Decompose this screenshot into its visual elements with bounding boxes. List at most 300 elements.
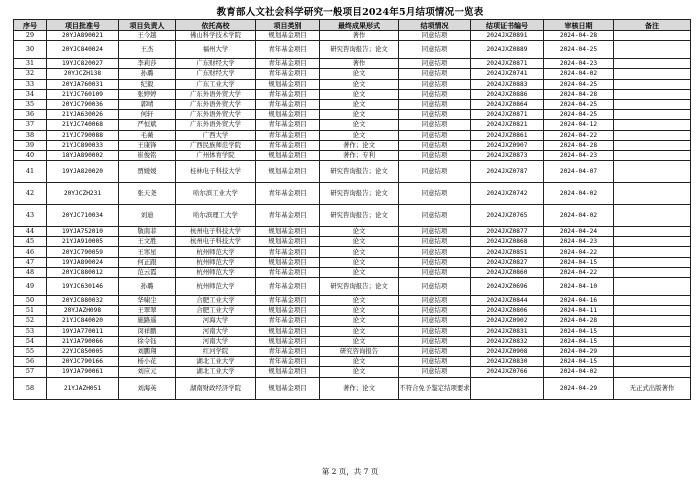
table-row: [14, 296, 691, 306]
cell-remarks: [614, 110, 691, 120]
table-row: [14, 140, 691, 150]
cell-category: 青年基金项目: [256, 267, 320, 277]
cell-university: 广东外语外贸大学: [176, 89, 256, 99]
cell-remarks: [614, 59, 691, 69]
cell-approval-no: 18YJA890002: [47, 150, 119, 160]
cell-index: 44: [14, 227, 47, 237]
cell-approval-no: 20YJA760031: [47, 79, 119, 89]
cell-index: 41: [14, 161, 47, 183]
cell-category: 青年基金项目: [256, 316, 320, 326]
cell-result-form: 著作: [320, 59, 399, 69]
cell-category: 青年基金项目: [256, 296, 320, 306]
cell-status: 同意结项: [399, 59, 471, 69]
cell-university: 杭州师范大学: [176, 247, 256, 257]
cell-status: 同意结项: [399, 120, 471, 130]
cell-review-date: 2024-04-28: [544, 31, 614, 41]
cell-university: 广西大学: [176, 130, 256, 140]
cell-result-form: 研究咨询报告；论文: [320, 183, 399, 205]
cell-certificate-no: 2024JXZ0883: [471, 79, 544, 89]
cell-index: 49: [14, 278, 47, 296]
cell-status: 同意结项: [399, 278, 471, 296]
header-review-date: 审核日期: [544, 20, 614, 31]
cell-approval-no: 20YJC710034: [47, 205, 119, 227]
cell-status: 同意结项: [399, 205, 471, 227]
cell-approval-no: 21YJA630026: [47, 110, 119, 120]
cell-status: 同意结项: [399, 306, 471, 316]
cell-remarks: [614, 257, 691, 267]
cell-university: 广东外语外贸大学: [176, 99, 256, 109]
cell-remarks: [614, 41, 691, 59]
cell-category: 青年基金项目: [256, 278, 320, 296]
cell-category: 青年基金项目: [256, 357, 320, 367]
cell-review-date: 2024-04-12: [544, 120, 614, 130]
cell-category: 规划基金项目: [256, 31, 320, 41]
cell-university: 湖北工业大学: [176, 357, 256, 367]
cell-status: 同意结项: [399, 183, 471, 205]
cell-remarks: [614, 306, 691, 316]
header-leader: 项目负责人: [119, 20, 176, 31]
cell-certificate-no: 2024JXZ0877: [471, 227, 544, 237]
cell-approval-no: 20YJC790036: [47, 99, 119, 109]
cell-status: 同意结项: [399, 79, 471, 89]
table-row: [14, 357, 691, 367]
cell-status: 同意结项: [399, 326, 471, 336]
cell-university: 哈尔滨工业大学: [176, 183, 256, 205]
cell-result-form: 研究咨询报告；论文: [320, 278, 399, 296]
cell-category: 青年基金项目: [256, 99, 320, 109]
cell-category: 青年基金项目: [256, 140, 320, 150]
cell-certificate-no: 2024JXZ0830: [471, 357, 544, 367]
cell-remarks: [614, 205, 691, 227]
table-row: [14, 377, 691, 399]
cell-approval-no: 20YJC790059: [47, 247, 119, 257]
cell-remarks: 无正式出版著作: [614, 377, 691, 399]
cell-review-date: 2024-04-25: [544, 41, 614, 59]
cell-result-form: 著作；论文: [320, 140, 399, 150]
cell-leader: 崔俊铭: [119, 150, 176, 160]
cell-approval-no: 20YJA890021: [47, 31, 119, 41]
cell-index: 38: [14, 130, 47, 140]
cell-index: 29: [14, 31, 47, 41]
cell-leader: 何正跟: [119, 257, 176, 267]
cell-result-form: 著作: [320, 31, 399, 41]
cell-university: 杭州师范大学: [176, 257, 256, 267]
cell-review-date: 2024-04-28: [544, 316, 614, 326]
cell-certificate-no: 2024JXZ0907: [471, 140, 544, 150]
cell-certificate-no: 2024JXZ0831: [471, 326, 544, 336]
cell-result-form: 论文: [320, 247, 399, 257]
cell-leader: 王寒星: [119, 247, 176, 257]
cell-index: 32: [14, 69, 47, 79]
cell-result-form: 著作；专利: [320, 150, 399, 160]
cell-certificate-no: 2024JXZ0742: [471, 183, 544, 205]
cell-status: 同意结项: [399, 161, 471, 183]
cell-certificate-no: 2024JXZ0741: [471, 69, 544, 79]
cell-status: 同意结项: [399, 296, 471, 306]
table-row: [14, 326, 691, 336]
cell-leader: 纪毅: [119, 79, 176, 89]
cell-review-date: 2024-04-28: [544, 89, 614, 99]
cell-status: 同意结项: [399, 140, 471, 150]
table-row: [14, 31, 691, 41]
cell-university: 哈尔滨理工大学: [176, 205, 256, 227]
cell-review-date: 2024-04-22: [544, 130, 614, 140]
cell-result-form: 研究咨询报告: [320, 346, 399, 356]
cell-certificate-no: 2024JXZ0886: [471, 89, 544, 99]
cell-certificate-no: 2024JXZ0889: [471, 41, 544, 59]
cell-category: 规划基金项目: [256, 336, 320, 346]
cell-approval-no: 20YJC840024: [47, 41, 119, 59]
cell-index: 56: [14, 357, 47, 367]
cell-leader: 范云霞: [119, 267, 176, 277]
cell-university: 佛山科学技术学院: [176, 31, 256, 41]
cell-approval-no: 20YJCZH138: [47, 69, 119, 79]
cell-index: 30: [14, 41, 47, 59]
cell-certificate-no: 2024JXZ0821: [471, 120, 544, 130]
cell-index: 34: [14, 89, 47, 99]
cell-leader: 施路遥: [119, 316, 176, 326]
cell-certificate-no: 2024JXZ0851: [471, 247, 544, 257]
cell-certificate-no: 2024JXZ0908: [471, 346, 544, 356]
cell-remarks: [614, 140, 691, 150]
cell-university: 红河学院: [176, 346, 256, 356]
cell-review-date: 2024-04-23: [544, 150, 614, 160]
cell-certificate-no: 2024JXZ0873: [471, 150, 544, 160]
cell-certificate-no: 2024JXZ0891: [471, 31, 544, 41]
cell-approval-no: 19YJA790061: [47, 367, 119, 377]
cell-remarks: [614, 130, 691, 140]
cell-university: 桂林电子科技大学: [176, 161, 256, 183]
cell-review-date: 2024-04-24: [544, 227, 614, 237]
cell-approval-no: 20YJAZH098: [47, 306, 119, 316]
cell-category: 青年基金项目: [256, 247, 320, 257]
cell-category: 青年基金项目: [256, 205, 320, 227]
cell-review-date: 2024-04-25: [544, 79, 614, 89]
cell-university: 杭州电子科技大学: [176, 237, 256, 247]
cell-remarks: [614, 150, 691, 160]
cell-category: 规划基金项目: [256, 150, 320, 160]
cell-leader: 严恒斌: [119, 120, 176, 130]
cell-category: 规划基金项目: [256, 110, 320, 120]
cell-index: 43: [14, 205, 47, 227]
cell-remarks: [614, 120, 691, 130]
cell-review-date: 2024-04-02: [544, 367, 614, 377]
cell-leader: 刘应元: [119, 367, 176, 377]
cell-index: 39: [14, 140, 47, 150]
header-category: 项目类别: [256, 20, 320, 31]
cell-index: 42: [14, 183, 47, 205]
cell-review-date: 2024-04-23: [544, 237, 614, 247]
cell-remarks: [614, 357, 691, 367]
cell-leader: 何轩: [119, 110, 176, 120]
cell-university: 河海大学: [176, 316, 256, 326]
cell-university: 广东财经大学: [176, 69, 256, 79]
cell-review-date: 2024-04-22: [544, 267, 614, 277]
cell-university: 福州大学: [176, 41, 256, 59]
cell-result-form: 论文: [320, 367, 399, 377]
cell-approval-no: 21YJC740068: [47, 120, 119, 130]
cell-certificate-no: 2024JXZ0696: [471, 278, 544, 296]
cell-certificate-no: 2024JXZ0765: [471, 205, 544, 227]
table-row: [14, 237, 691, 247]
cell-remarks: [614, 346, 691, 356]
cell-university: 广东外语外贸大学: [176, 110, 256, 120]
header-approval-no: 项目批准号: [47, 20, 119, 31]
cell-review-date: 2024-04-29: [544, 377, 614, 399]
table-row: [14, 336, 691, 346]
cell-review-date: 2024-04-02: [544, 69, 614, 79]
cell-remarks: [614, 316, 691, 326]
cell-status: 同意结项: [399, 267, 471, 277]
cell-remarks: [614, 237, 691, 247]
cell-review-date: 2024-04-16: [544, 296, 614, 306]
cell-remarks: [614, 336, 691, 346]
cell-status: 同意结项: [399, 150, 471, 160]
cell-leader: 王康锋: [119, 140, 176, 150]
cell-category: 规划基金项目: [256, 161, 320, 183]
cell-leader: 杨小花: [119, 357, 176, 367]
table-row: [14, 247, 691, 257]
cell-index: 35: [14, 99, 47, 109]
header-status: 结项情况: [399, 20, 471, 31]
cell-status: 同意结项: [399, 316, 471, 326]
cell-certificate-no: 2024JXZ0860: [471, 267, 544, 277]
cell-certificate-no: 2024JXZ0827: [471, 257, 544, 267]
cell-result-form: 论文: [320, 110, 399, 120]
cell-approval-no: 20YJC880012: [47, 267, 119, 277]
cell-category: 规划基金项目: [256, 367, 320, 377]
cell-university: 广东外语外贸大学: [176, 120, 256, 130]
cell-remarks: [614, 278, 691, 296]
cell-status: 同意结项: [399, 31, 471, 41]
cell-remarks: [614, 89, 691, 99]
table-row: [14, 257, 691, 267]
cell-approval-no: 19YJA820020: [47, 161, 119, 183]
table-row: [14, 150, 691, 160]
table-row: [14, 267, 691, 277]
table-row: [14, 99, 691, 109]
cell-university: 杭州师范大学: [176, 278, 256, 296]
table-row: [14, 346, 691, 356]
table-row: [14, 227, 691, 237]
cell-university: 湖南财政经济学院: [176, 377, 256, 399]
cell-result-form: 论文: [320, 257, 399, 267]
cell-result-form: 研究咨询报告；论文: [320, 205, 399, 227]
header-university: 依托高校: [176, 20, 256, 31]
cell-result-form: 论文: [320, 120, 399, 130]
cell-leader: 闵祥鹏: [119, 326, 176, 336]
cell-remarks: [614, 227, 691, 237]
cell-result-form: 论文: [320, 79, 399, 89]
cell-leader: 王翠翠: [119, 306, 176, 316]
cell-result-form: 论文: [320, 227, 399, 237]
cell-leader: 王文胜: [119, 237, 176, 247]
cell-index: 33: [14, 79, 47, 89]
cell-certificate-no: 2024JXZ0861: [471, 130, 544, 140]
cell-result-form: 论文: [320, 89, 399, 99]
cell-leader: 孙璐: [119, 69, 176, 79]
cell-leader: 华啸尘: [119, 296, 176, 306]
cell-status: 同意结项: [399, 257, 471, 267]
cell-category: 规划基金项目: [256, 237, 320, 247]
cell-status: 同意结项: [399, 247, 471, 257]
cell-approval-no: 19YJC820027: [47, 59, 119, 69]
cell-leader: 刘迪: [119, 205, 176, 227]
cell-category: 青年基金项目: [256, 120, 320, 130]
cell-result-form: 研究咨询报告；论文: [320, 41, 399, 59]
cell-certificate-no: 2024JXZ0871: [471, 59, 544, 69]
cell-index: 54: [14, 336, 47, 346]
cell-result-form: 论文: [320, 357, 399, 367]
cell-approval-no: 19YJC630146: [47, 278, 119, 296]
table-row: [14, 367, 691, 377]
cell-certificate-no: 2024JXZ0832: [471, 336, 544, 346]
cell-certificate-no: 2024JXZ0902: [471, 316, 544, 326]
cell-remarks: [614, 31, 691, 41]
cell-category: 规划基金项目: [256, 326, 320, 336]
cell-index: 36: [14, 110, 47, 120]
cell-review-date: 2024-04-10: [544, 278, 614, 296]
cell-leader: 李莉莎: [119, 59, 176, 69]
cell-result-form: 论文: [320, 296, 399, 306]
cell-status: 同意结项: [399, 336, 471, 346]
cell-result-form: 研究咨询报告；论文: [320, 161, 399, 183]
table-row: [14, 69, 691, 79]
cell-remarks: [614, 69, 691, 79]
cell-result-form: 论文: [320, 267, 399, 277]
cell-leader: 敬南菲: [119, 227, 176, 237]
cell-index: 52: [14, 316, 47, 326]
cell-certificate-no: 2024JXZ0871: [471, 110, 544, 120]
table-row: [14, 59, 691, 69]
cell-leader: 王杰: [119, 41, 176, 59]
cell-university: 广西民族师范学院: [176, 140, 256, 150]
cell-category: 青年基金项目: [256, 59, 320, 69]
cell-university: 杭州电子科技大学: [176, 227, 256, 237]
cell-university: 杭州师范大学: [176, 267, 256, 277]
cell-review-date: 2024-04-29: [544, 346, 614, 356]
cell-leader: 张婷婷: [119, 89, 176, 99]
cell-review-date: 2024-04-02: [544, 205, 614, 227]
cell-remarks: [614, 161, 691, 183]
cell-approval-no: 21YJA790066: [47, 336, 119, 346]
cell-university: 广东工业大学: [176, 79, 256, 89]
cell-result-form: 论文: [320, 69, 399, 79]
cell-remarks: [614, 296, 691, 306]
cell-index: 53: [14, 326, 47, 336]
cell-certificate-no: 2024JXZ0844: [471, 296, 544, 306]
cell-result-form: 论文: [320, 99, 399, 109]
cell-index: 50: [14, 296, 47, 306]
cell-category: 规划基金项目: [256, 257, 320, 267]
table-header-row: [14, 20, 691, 31]
cell-certificate-no: [471, 377, 544, 399]
cell-review-date: 2024-04-15: [544, 257, 614, 267]
header-certificate-no: 结项证书编号: [471, 20, 544, 31]
cell-status: 同意结项: [399, 367, 471, 377]
cell-review-date: 2024-04-15: [544, 336, 614, 346]
cell-approval-no: 22YJC850005: [47, 346, 119, 356]
table-row: [14, 120, 691, 130]
cell-approval-no: 21YJA910005: [47, 237, 119, 247]
cell-status: 同意结项: [399, 130, 471, 140]
cell-result-form: 论文: [320, 326, 399, 336]
cell-review-date: 2024-04-23: [544, 59, 614, 69]
cell-index: 47: [14, 257, 47, 267]
cell-certificate-no: 2024JXZ0868: [471, 237, 544, 247]
table-row: [14, 205, 691, 227]
cell-status: 同意结项: [399, 89, 471, 99]
cell-review-date: 2024-04-28: [544, 140, 614, 150]
cell-result-form: 论文: [320, 316, 399, 326]
cell-index: 51: [14, 306, 47, 316]
cell-leader: 郭晴: [119, 99, 176, 109]
cell-category: 青年基金项目: [256, 41, 320, 59]
cell-leader: 刘海英: [119, 377, 176, 399]
cell-index: 37: [14, 120, 47, 130]
cell-review-date: 2024-04-15: [544, 357, 614, 367]
cell-remarks: [614, 79, 691, 89]
cell-approval-no: 19YJA890024: [47, 257, 119, 267]
cell-result-form: 著作；论文: [320, 377, 399, 399]
table-row: [14, 41, 691, 59]
cell-approval-no: 20YJCZH231: [47, 183, 119, 205]
cell-category: 规划基金项目: [256, 377, 320, 399]
cell-status: 同意结项: [399, 237, 471, 247]
cell-review-date: 2024-04-02: [544, 183, 614, 205]
cell-status: 同意结项: [399, 69, 471, 79]
cell-index: 46: [14, 247, 47, 257]
cell-approval-no: 21YJC840020: [47, 316, 119, 326]
cell-remarks: [614, 267, 691, 277]
table-row: [14, 110, 691, 120]
cell-status: 不符合免予鉴定结项要求: [399, 377, 471, 399]
cell-status: 同意结项: [399, 346, 471, 356]
projects-table: [13, 19, 691, 400]
cell-index: 55: [14, 346, 47, 356]
table-row: [14, 89, 691, 99]
table-row: [14, 278, 691, 296]
cell-leader: 毛薇: [119, 130, 176, 140]
cell-review-date: 2024-04-25: [544, 110, 614, 120]
table-row: [14, 183, 691, 205]
cell-leader: 王今越: [119, 31, 176, 41]
cell-review-date: 2024-04-11: [544, 306, 614, 316]
cell-review-date: 2024-04-25: [544, 99, 614, 109]
cell-category: 青年基金项目: [256, 130, 320, 140]
cell-index: 31: [14, 59, 47, 69]
cell-university: 广州体育学院: [176, 150, 256, 160]
cell-approval-no: 21YJC890033: [47, 140, 119, 150]
cell-category: 规划基金项目: [256, 227, 320, 237]
cell-status: 同意结项: [399, 227, 471, 237]
cell-leader: 贾媛媛: [119, 161, 176, 183]
page-footer: 第 2 页，共 7 页: [321, 467, 379, 476]
cell-university: 河南大学: [176, 336, 256, 346]
header-remarks: 备注: [614, 20, 691, 31]
table-row: [14, 316, 691, 326]
cell-university: 合肥工业大学: [176, 296, 256, 306]
cell-approval-no: 19YJA770011: [47, 326, 119, 336]
cell-leader: 张天尧: [119, 183, 176, 205]
table-row: [14, 306, 691, 316]
cell-remarks: [614, 326, 691, 336]
cell-remarks: [614, 367, 691, 377]
cell-certificate-no: 2024JXZ0787: [471, 161, 544, 183]
cell-university: 湖北工业大学: [176, 367, 256, 377]
cell-index: 57: [14, 367, 47, 377]
cell-approval-no: 20YJC880032: [47, 296, 119, 306]
